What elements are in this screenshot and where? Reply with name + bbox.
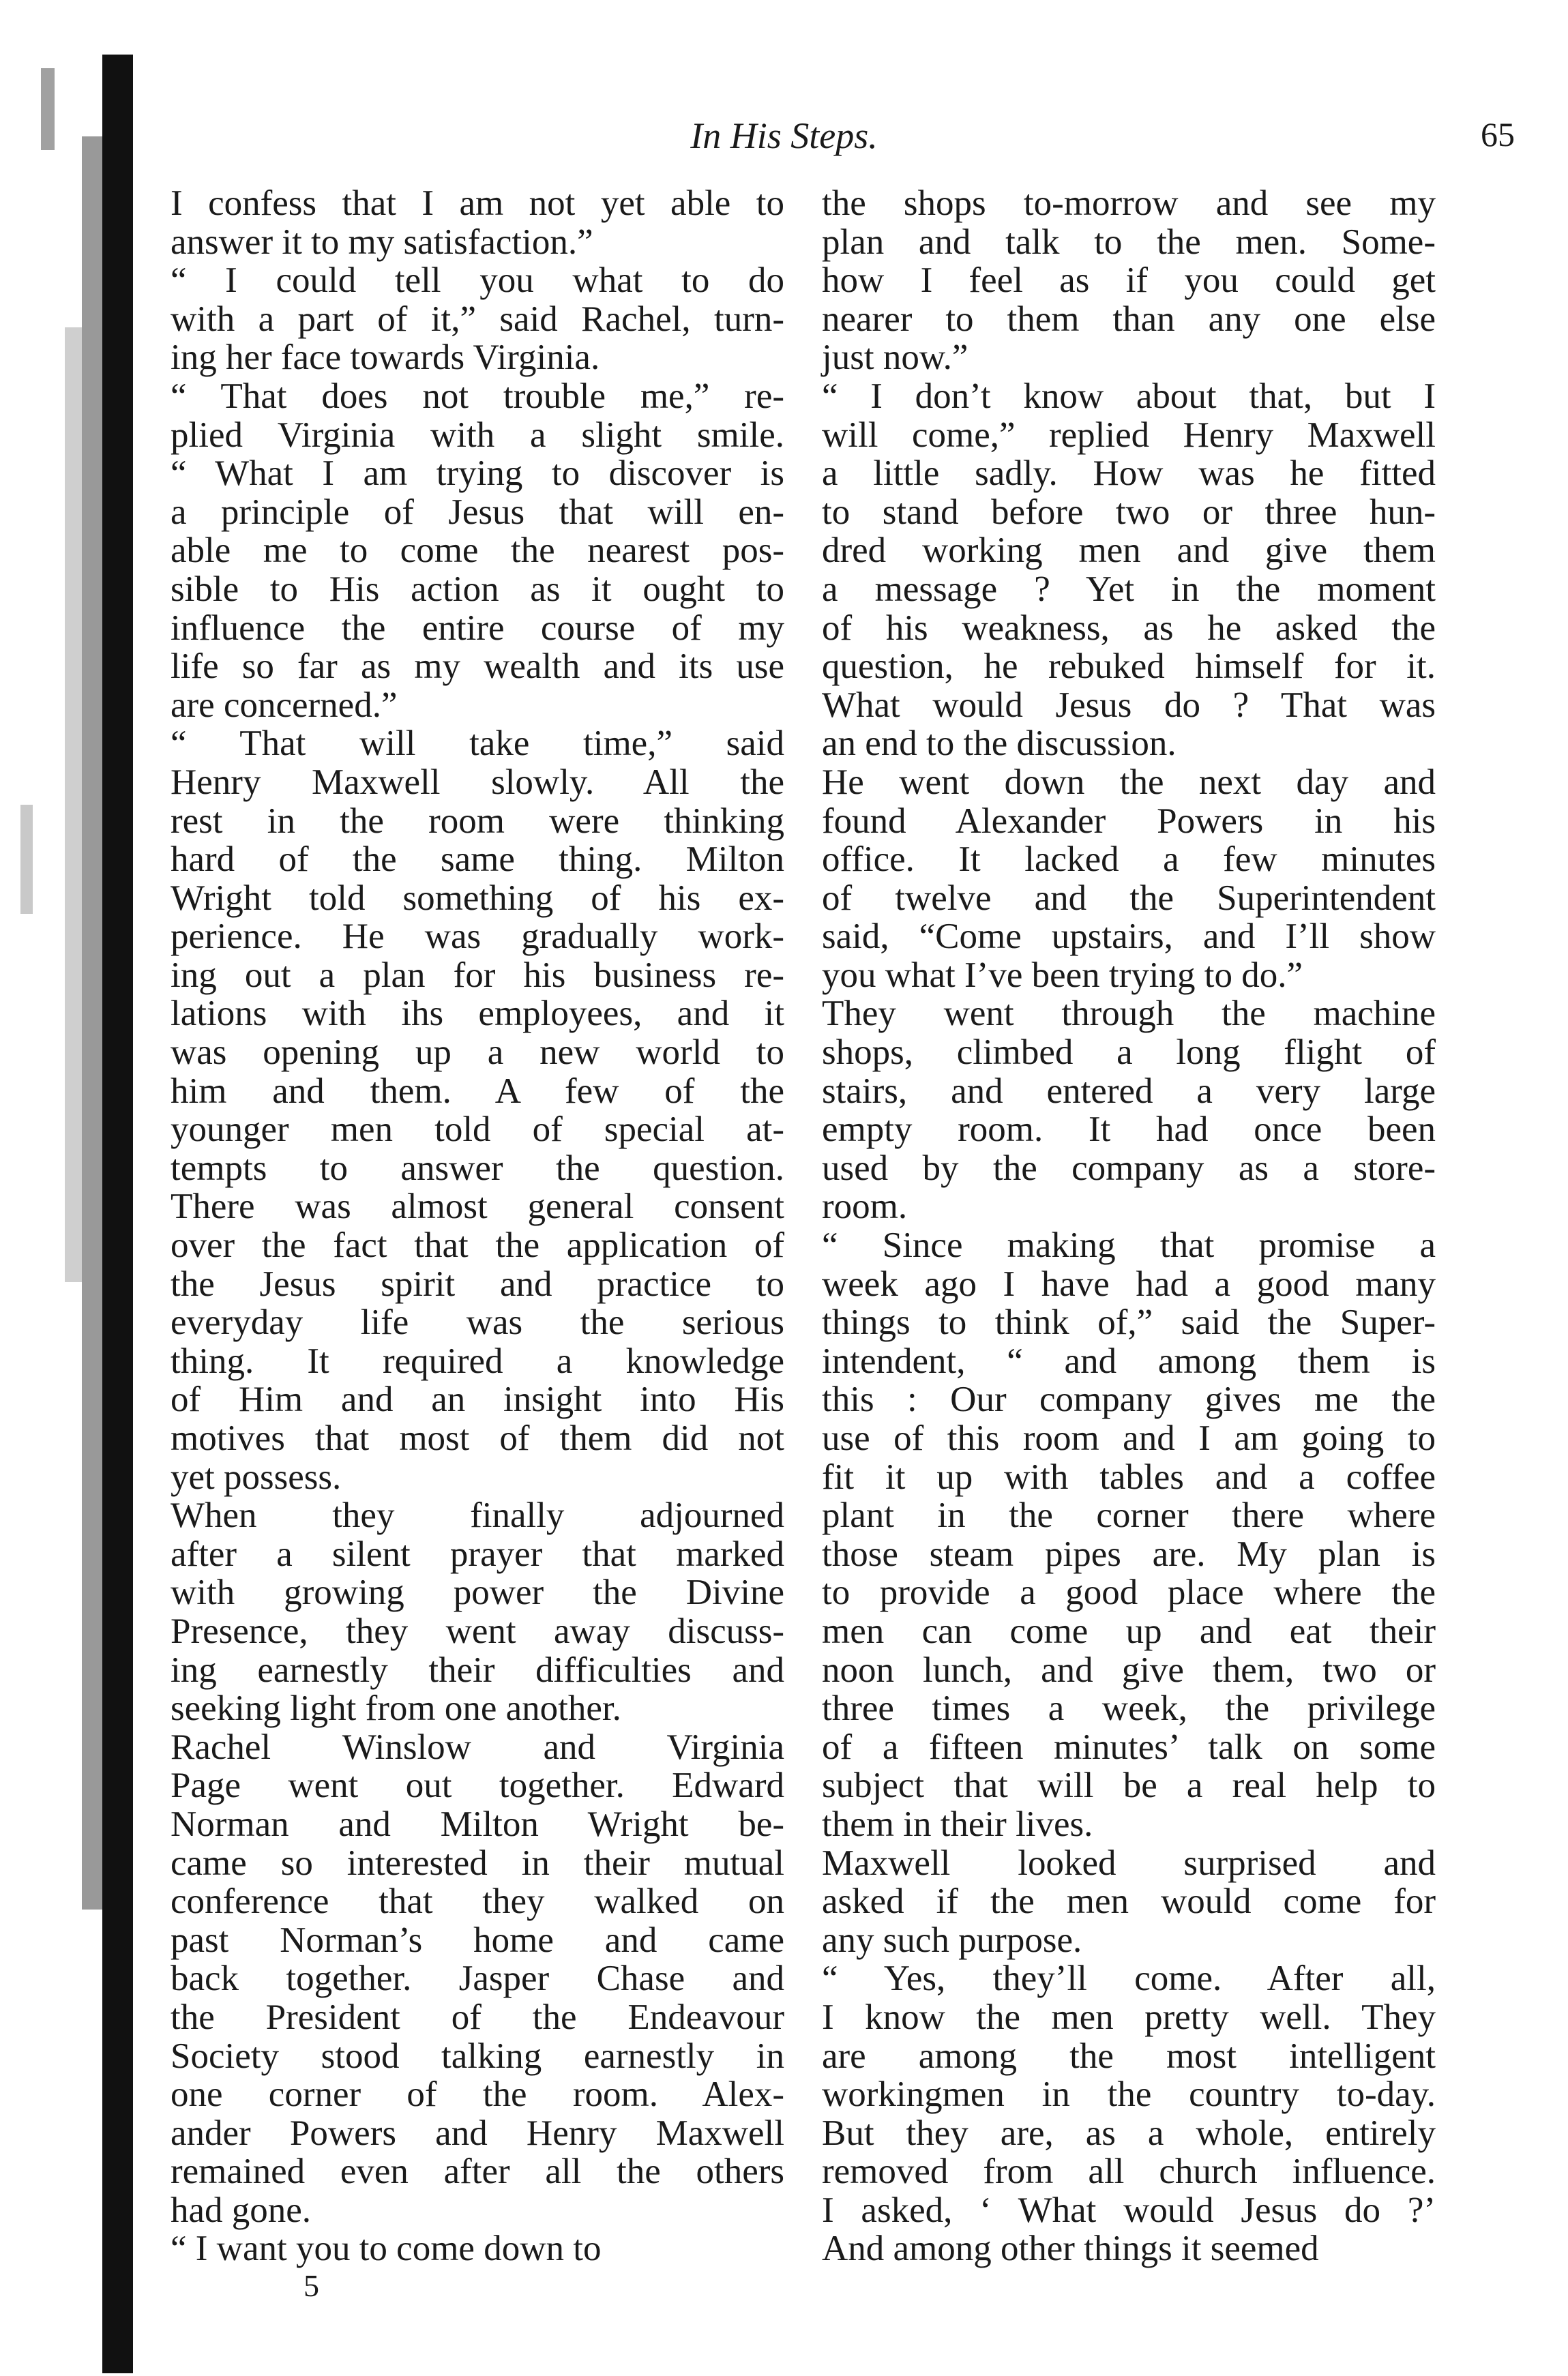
text-line: came so interested in their mutual (171, 1843, 784, 1883)
text-line: ing her face towards Virginia. (171, 338, 600, 378)
text-line: men can come up and eat their (822, 1611, 1436, 1651)
text-line: things to think of,” said the Super- (822, 1303, 1436, 1343)
text-line: them in their lives. (822, 1804, 1093, 1844)
text-line: those steam pipes are. My plan is (822, 1534, 1436, 1574)
text-line: just now.” (822, 338, 968, 378)
text-line: “ That will take time,” said (171, 724, 784, 764)
text-line: sible to His action as it ought to (171, 569, 784, 609)
right-text-column (822, 184, 1436, 2268)
text-line: office. It lacked a few minutes (822, 840, 1436, 880)
text-line: rest in the room were thinking (171, 801, 784, 841)
text-line: “ What I am trying to discover is (171, 454, 784, 494)
text-line: “ I want you to come down to (171, 2229, 602, 2269)
text-line: But they are, as a whole, entirely (822, 2113, 1436, 2153)
text-line: lations with ihs employees, and it (171, 994, 784, 1034)
text-line: this : Our company gives me the (822, 1380, 1436, 1420)
text-line: I asked, ‘ What would Jesus do ?’ (822, 2190, 1436, 2230)
text-line: answer it to my satisfaction.” (171, 222, 593, 262)
text-line: three times a week, the privilege (822, 1689, 1436, 1729)
text-line: noon lunch, and give them, two or (822, 1650, 1436, 1690)
text-line: “ Yes, they’ll come. After all, (822, 1959, 1436, 1999)
text-line: week ago I have had a good many (822, 1264, 1436, 1304)
text-line: after a silent prayer that marked (171, 1534, 784, 1574)
text-line: Society stood talking earnestly in (171, 2036, 784, 2076)
text-line: a little sadly. How was he fitted (822, 454, 1436, 494)
text-line: motives that most of them did not (171, 1419, 784, 1458)
text-line: Rachel Winslow and Virginia (171, 1727, 784, 1767)
text-line: younger men told of special at- (171, 1110, 784, 1150)
page-binding-shadow (0, 55, 143, 2373)
text-line: to provide a good place where the (822, 1573, 1436, 1613)
text-line: an end to the discussion. (822, 724, 1177, 764)
text-line: ing earnestly their difficulties and (171, 1650, 784, 1690)
text-line: thing. It required a knowledge (171, 1341, 784, 1381)
text-line: yet possess. (171, 1457, 342, 1497)
text-line: Henry Maxwell slowly. All the (171, 762, 784, 802)
text-line: back together. Jasper Chase and (171, 1959, 784, 1999)
text-line: room. (822, 1187, 908, 1227)
text-line: are concerned.” (171, 685, 398, 725)
text-line: able me to come the nearest pos- (171, 531, 784, 571)
text-line: “ I could tell you what to do (171, 261, 784, 301)
text-line: plied Virginia with a slight smile. (171, 415, 784, 455)
text-line: Maxwell looked surprised and (822, 1843, 1436, 1883)
text-line: you what I’ve been trying to do.” (822, 955, 1303, 995)
text-line: stairs, and entered a very large (822, 1071, 1436, 1111)
text-line: was opening up a new world to (171, 1033, 784, 1073)
text-line: “ Since making that promise a (822, 1226, 1436, 1266)
text-line: What would Jesus do ? That was (822, 685, 1436, 725)
text-line: the Jesus spirit and practice to (171, 1264, 784, 1304)
text-line: plan and talk to the men. Some- (822, 222, 1436, 262)
text-line: over the fact that the application of (171, 1226, 784, 1266)
text-line: They went through the machine (822, 994, 1436, 1034)
text-line: conference that they walked on (171, 1882, 784, 1922)
text-line: remained even after all the others (171, 2152, 784, 2192)
left-text-column (171, 184, 784, 2268)
text-line: influence the entire course of my (171, 608, 784, 648)
text-line: ander Powers and Henry Maxwell (171, 2113, 784, 2153)
text-line: how I feel as if you could get (822, 261, 1436, 301)
text-line: Presence, they went away discuss- (171, 1611, 784, 1651)
text-line: one corner of the room. Alex- (171, 2075, 784, 2115)
text-line: use of this room and I am going to (822, 1419, 1436, 1458)
text-line: And among other things it seemed (822, 2229, 1319, 2269)
running-header-title: In His Steps. (690, 115, 878, 156)
text-line: workingmen in the country to-day. (822, 2075, 1436, 2115)
text-line: of Him and an insight into His (171, 1380, 784, 1420)
text-line: him and them. A few of the (171, 1071, 784, 1111)
text-line: of his weakness, as he asked the (822, 608, 1436, 648)
text-line: said, “Come upstairs, and I’ll show (822, 917, 1436, 957)
text-line: everyday life was the serious (171, 1303, 784, 1343)
text-line: fit it up with tables and a coffee (822, 1457, 1436, 1497)
text-line: of a fifteen minutes’ talk on some (822, 1727, 1436, 1767)
text-line: life so far as my wealth and its use (171, 647, 784, 687)
text-line: of twelve and the Superintendent (822, 878, 1436, 918)
text-line: When they finally adjourned (171, 1496, 784, 1536)
text-line: I know the men pretty well. They (822, 1997, 1436, 2037)
text-line: plant in the corner there where (822, 1496, 1436, 1536)
text-line: the shops to-morrow and see my (822, 183, 1436, 223)
text-line: Page went out together. Edward (171, 1766, 784, 1806)
text-line: found Alexander Powers in his (822, 801, 1436, 841)
text-line: a principle of Jesus that will en- (171, 492, 784, 532)
text-line: empty room. It had once been (822, 1110, 1436, 1150)
text-line: used by the company as a store- (822, 1148, 1436, 1188)
text-line: “ That does not trouble me,” re- (171, 376, 784, 416)
text-line: nearer to them than any one else (822, 299, 1436, 339)
text-line: tempts to answer the question. (171, 1148, 784, 1188)
text-line: dred working men and give them (822, 531, 1436, 571)
text-line: past Norman’s home and came (171, 1920, 784, 1960)
page-number: 65 (1481, 115, 1515, 153)
text-line: will come,” replied Henry Maxwell (822, 415, 1436, 455)
text-line: to stand before two or three hun- (822, 492, 1436, 532)
text-line: question, he rebuked himself for it. (822, 647, 1436, 687)
text-line: There was almost general consent (171, 1187, 784, 1227)
text-line: seeking light from one another. (171, 1689, 621, 1729)
text-line: perience. He was gradually work- (171, 917, 784, 957)
text-line: asked if the men would come for (822, 1882, 1436, 1922)
text-line: hard of the same thing. Milton (171, 840, 784, 880)
text-line: subject that will be a real help to (822, 1766, 1436, 1806)
text-line: removed from all church influence. (822, 2152, 1436, 2192)
text-line: Norman and Milton Wright be- (171, 1804, 784, 1844)
text-line: He went down the next day and (822, 762, 1436, 802)
text-line: “ I don’t know about that, but I (822, 376, 1436, 416)
text-line: ing out a plan for his business re- (171, 955, 784, 995)
text-line: with growing power the Divine (171, 1573, 784, 1613)
text-line: shops, climbed a long flight of (822, 1033, 1436, 1073)
text-line: had gone. (171, 2190, 312, 2230)
signature-mark: 5 (304, 2268, 319, 2303)
text-line: are among the most intelligent (822, 2036, 1436, 2076)
text-line: with a part of it,” said Rachel, turn- (171, 299, 784, 339)
text-line: a message ? Yet in the moment (822, 569, 1436, 609)
text-line: I confess that I am not yet able to (171, 183, 784, 223)
text-line: intendent, “ and among them is (822, 1341, 1436, 1381)
text-line: any such purpose. (822, 1920, 1082, 1960)
text-line: Wright told something of his ex- (171, 878, 784, 918)
text-line: the President of the Endeavour (171, 1997, 784, 2037)
